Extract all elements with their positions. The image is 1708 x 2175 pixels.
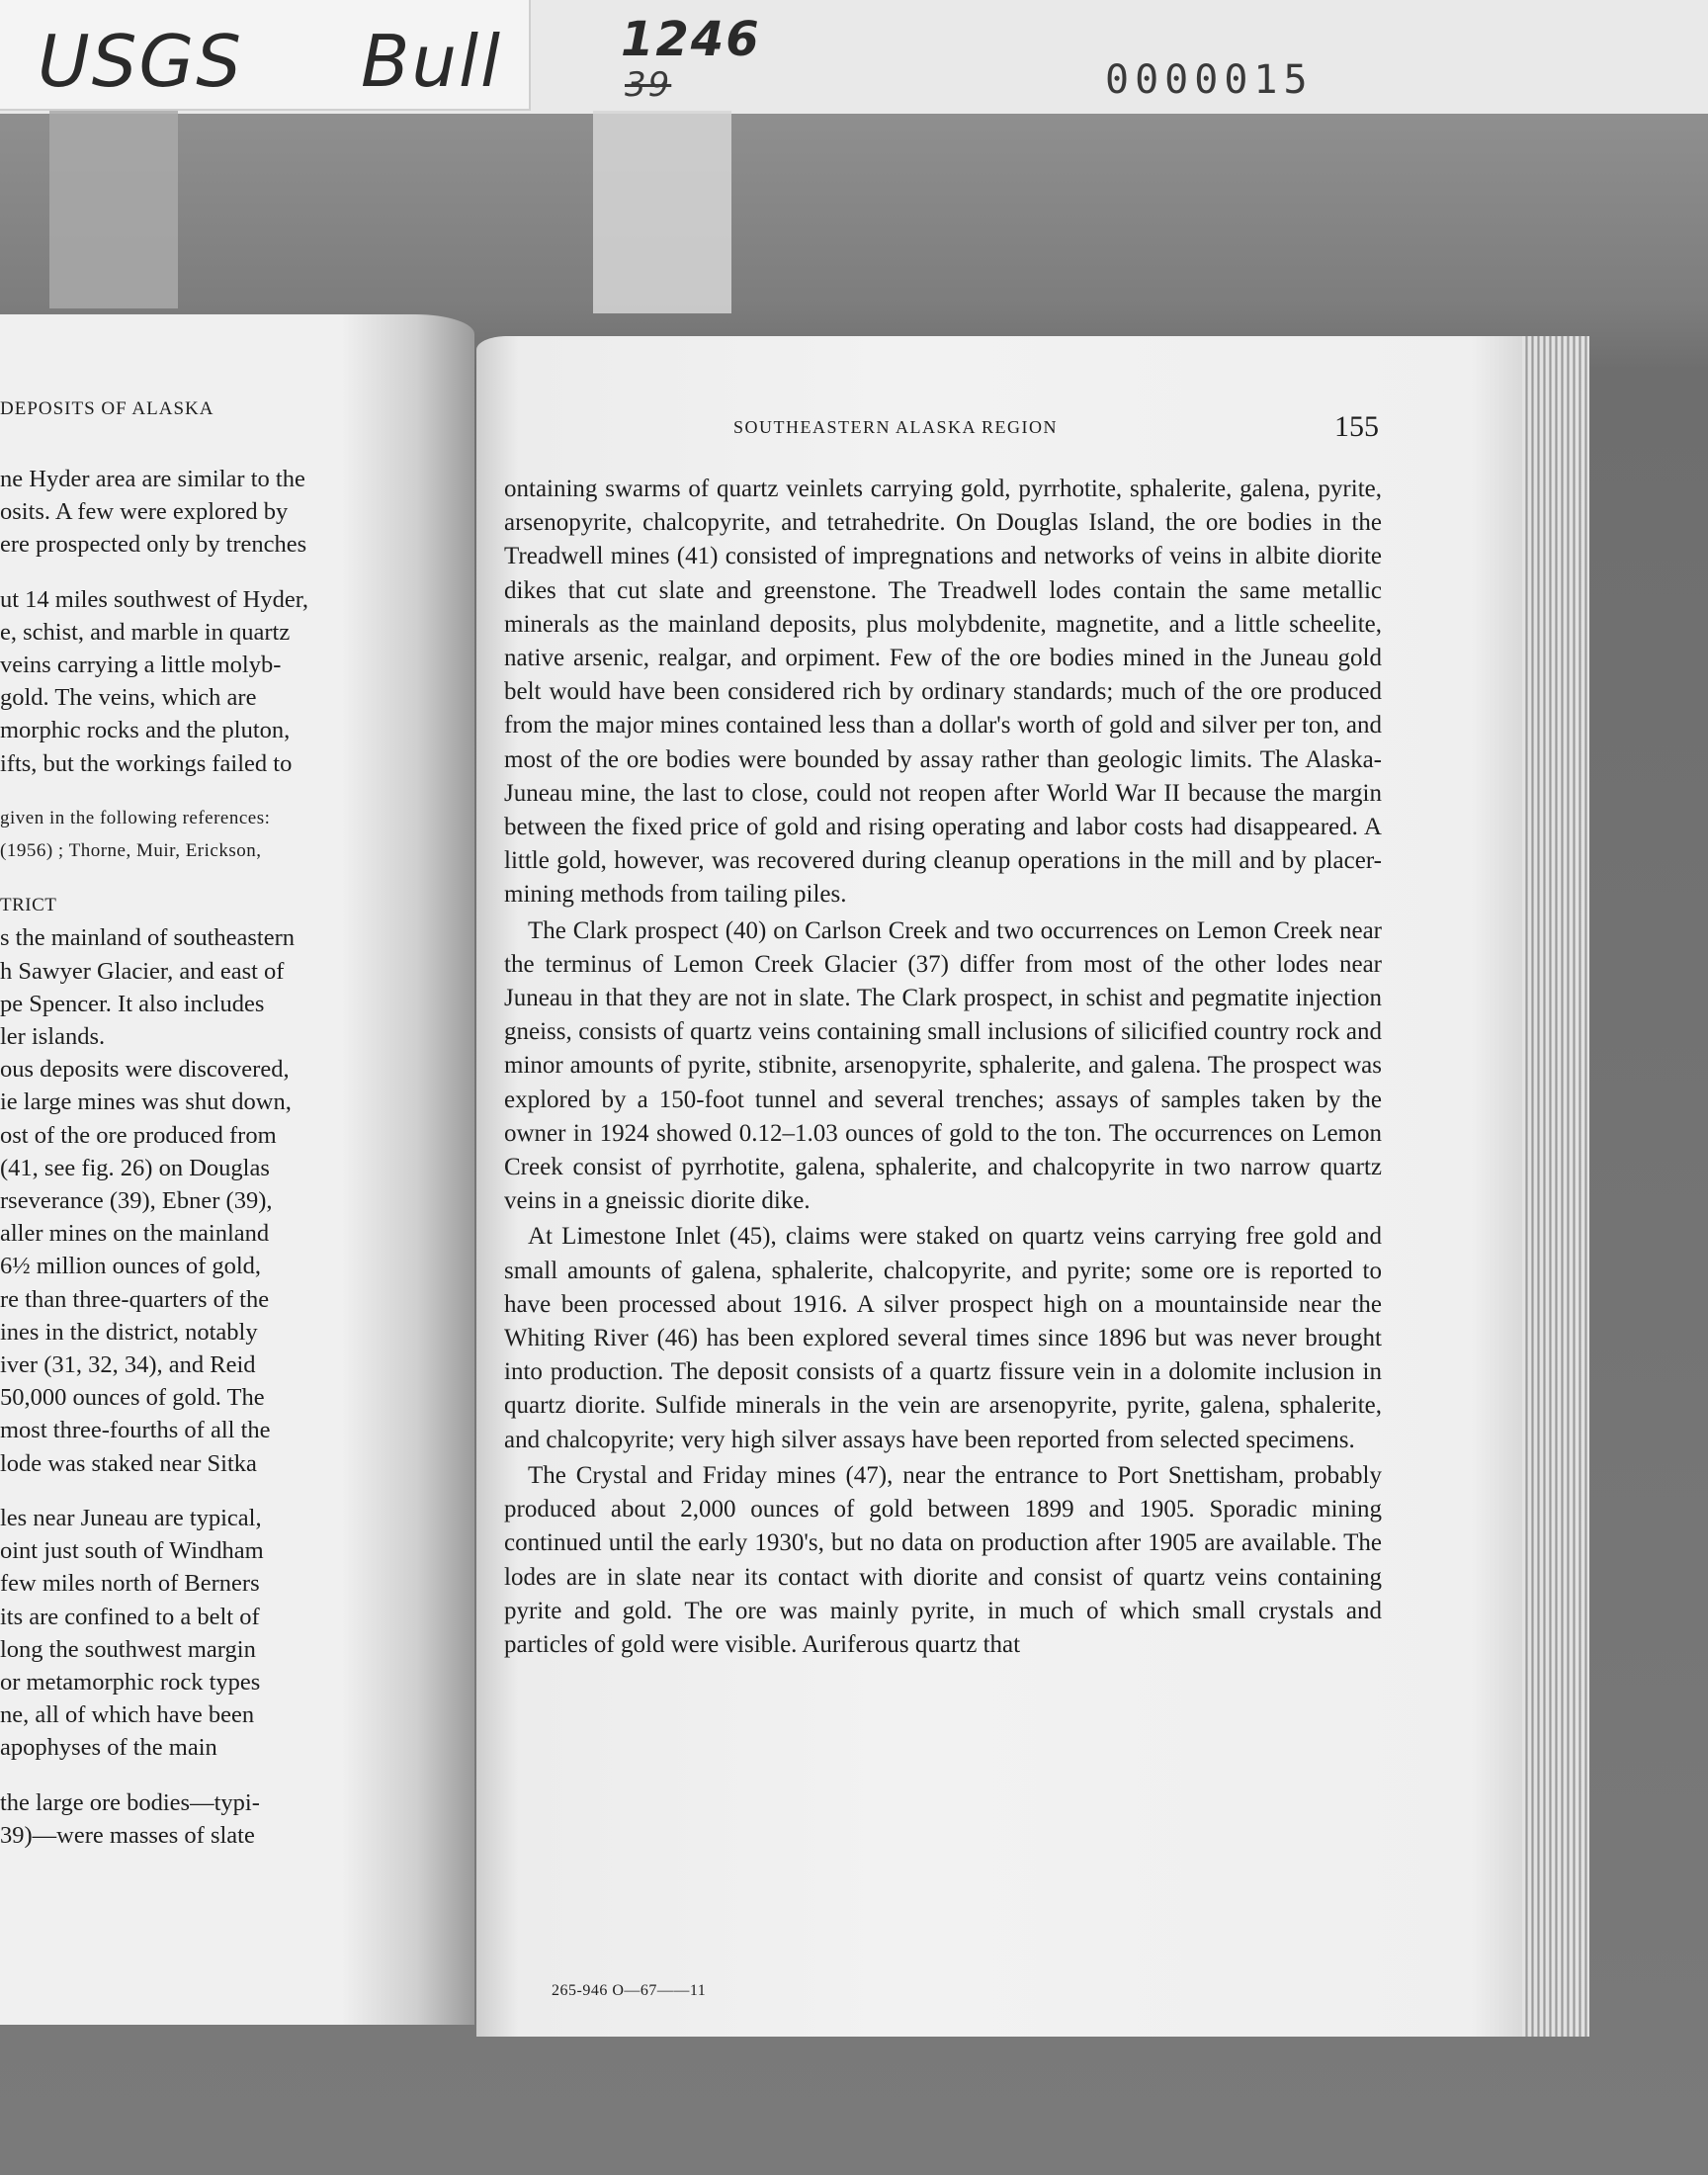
left-page-line: long the southwest margin — [0, 1635, 256, 1663]
left-page-line: rseverance (39), Ebner (39), — [0, 1187, 273, 1215]
left-page-line: veins carrying a little molyb- — [0, 652, 282, 679]
left-page-line: lode was staked near Sitka — [0, 1449, 257, 1477]
left-page-line: ines in the district, notably — [0, 1318, 258, 1346]
left-page-line: s the mainland of southeastern — [0, 924, 296, 952]
left-page-line: ut 14 miles southwest of Hyder, — [0, 585, 309, 613]
tape-strip-left — [49, 111, 178, 308]
left-page-line: 50,000 ounces of gold. The — [0, 1384, 265, 1412]
left-page-line — [0, 562, 405, 583]
left-page-line: ne, all of which have been — [0, 1701, 255, 1729]
left-page-text — [0, 463, 405, 1852]
body-paragraph: ontaining swarms of quartz veinlets carrying gold, pyrrhotite, sphalerite, galena, pyrite, arsenopyrite, chalcopyrite, and tetrahedrite. On Douglas Island, the ore bodies in the Treadwell mines (41) consisted of impregnations and networks of veins in albite diorite dikes that cut slate and greenstone. The Treadwell lodes contain the same metallic minerals as the mainland deposits, plus molybdenite, magnetite, and a little scheelite, native arsenic, realgar, and orpiment. Few of the ore bodies mined in the Juneau gold belt would have been considered rich by ordinary standards; much of the ore produced from the major mines contained less than a dollar's worth of gold and silver per ton, and most of the ore bodies were bounded by assay rather than geologic limits. The Alaska-Juneau mine, the last to close, could not reopen after World War II because the margin between the fixed price of gold and rising operating and labor costs had disappeared. A little gold, however, was recovered during cleanup operations in the mill and by placer-mining methods from tailing piles. — [504, 476, 1382, 909]
left-page-line: ifts, but the workings failed to — [0, 749, 293, 777]
left-page-line: 6½ million ounces of gold, — [0, 1253, 262, 1280]
handwritten-struck-number: 39 — [625, 65, 672, 105]
left-page-line: aller mines on the mainland — [0, 1220, 270, 1248]
left-page-line: oint just south of Windham — [0, 1537, 264, 1565]
left-page-line: ost of the ore produced from — [0, 1121, 277, 1149]
left-page-line: (1956) ; Thorne, Muir, Erickson, — [0, 840, 262, 862]
left-page-line: h Sawyer Glacier, and east of — [0, 957, 285, 985]
left-page-line: TRICT — [0, 895, 57, 916]
left-page-line: ie large mines was shut down, — [0, 1088, 292, 1116]
left-page-line: osits. A few were explored by — [0, 498, 289, 526]
left-page-line: pe Spencer. It also includes — [0, 990, 265, 1017]
tape-strip-center — [593, 111, 731, 313]
left-page-line: morphic rocks and the pluton, — [0, 717, 291, 744]
left-page-line: ous deposits were discovered, — [0, 1056, 290, 1084]
right-running-head: SOUTHEASTERN ALASKA REGION — [733, 417, 1059, 437]
left-page-line: its are confined to a belt of — [0, 1603, 260, 1630]
left-page-line — [0, 867, 405, 889]
left-page-line: the large ore bodies—typi- — [0, 1788, 260, 1816]
left-page-line: (41, see fig. 26) on Douglas — [0, 1154, 270, 1181]
page-number: 155 — [1334, 410, 1379, 443]
left-page-line: given in the following references: — [0, 807, 271, 828]
left-page-line: ler islands. — [0, 1023, 106, 1051]
page-edges — [1522, 336, 1589, 2037]
left-page-line: ne Hyder area are similar to the — [0, 466, 305, 492]
left-page-line: 39)—were masses of slate — [0, 1821, 255, 1849]
left-page-line: gold. The veins, which are — [0, 684, 257, 712]
left-page-line: iver (31, 32, 34), and Reid — [0, 1351, 256, 1379]
left-page-line: re than three-quarters of the — [0, 1285, 270, 1313]
body-paragraph: The Crystal and Friday mines (47), near the entrance to Port Snettisham, probably produced about 2,000 ounces of gold between 1899 and 1905. Sporadic mining continued until the early 1930's, but no data on production after 1905 are available. The lodes are in slate near its contact with diorite and consist of quartz veins containing pyrite and gold. The ore was mainly pyrite, in much of which small crystals and particles of gold were visible. Auriferous quartz that — [504, 1461, 1382, 1658]
left-page-line: les near Juneau are typical, — [0, 1504, 262, 1531]
left-page-line: or metamorphic rock types — [0, 1668, 261, 1696]
right-page-body — [504, 473, 1382, 1662]
left-page-line: apophyses of the main — [0, 1734, 217, 1762]
left-page-line — [0, 1765, 405, 1786]
catalog-label — [0, 0, 531, 111]
stamp-number: 0000015 — [1105, 57, 1314, 103]
left-page-line: e, schist, and marble in quartz — [0, 618, 291, 646]
left-page-line — [0, 1480, 405, 1502]
body-paragraph: At Limestone Inlet (45), claims were staked on quartz veins carrying free gold and small amounts of galena, sphalerite, chalcopyrite, and pyrite; some ore is reported to have been processed about 1916. A silver prospect high on a mountainside near the Whiting River (46) has been explored several times since 1896 but was never brought into production. The deposit consists of a quartz fissure vein in a dolomite inclusion in quartz diorite. Sulfide minerals in the vein are arsenopyrite, pyrite, galena, sphalerite, and chalcopyrite; very high silver assays have been reported from selected specimens. — [504, 1223, 1382, 1453]
handwritten-agency: USGS — [38, 20, 243, 103]
left-running-head: DEPOSITS OF ALASKA — [0, 398, 214, 419]
left-page-line: most three-fourths of all the — [0, 1417, 271, 1444]
left-page-line — [0, 780, 405, 802]
left-page-line: ere prospected only by trenches — [0, 531, 307, 559]
handwritten-series: Bull — [361, 20, 503, 103]
handwritten-bulletin-number: 1246 — [621, 12, 761, 67]
left-page-line: few miles north of Berners — [0, 1570, 260, 1598]
body-paragraph: The Clark prospect (40) on Carlson Creek and two occurrences on Lemon Creek near the terminus of Lemon Creek Glacier (37) differ from most of the other lodes near Juneau in that they are not in slate. The Clark prospect, in schist and pegmatite injection gneiss, consists of quartz veins containing small inclusions of silicified country rock and minor amounts of pyrite, stibnite, arsenopyrite, sphalerite, and galena. The prospect was explored by a 150-foot tunnel and several trenches; assays of samples taken by the owner in 1924 showed 0.12–1.03 ounces of gold to the ton. The occurrences on Lemon Creek consist of pyrrhotite, galena, sphalerite, and chalcopyrite in two narrow quartz veins in a gneissic diorite dike. — [504, 916, 1382, 1215]
printer-code: 265-946 O—67——11 — [552, 1982, 707, 1999]
